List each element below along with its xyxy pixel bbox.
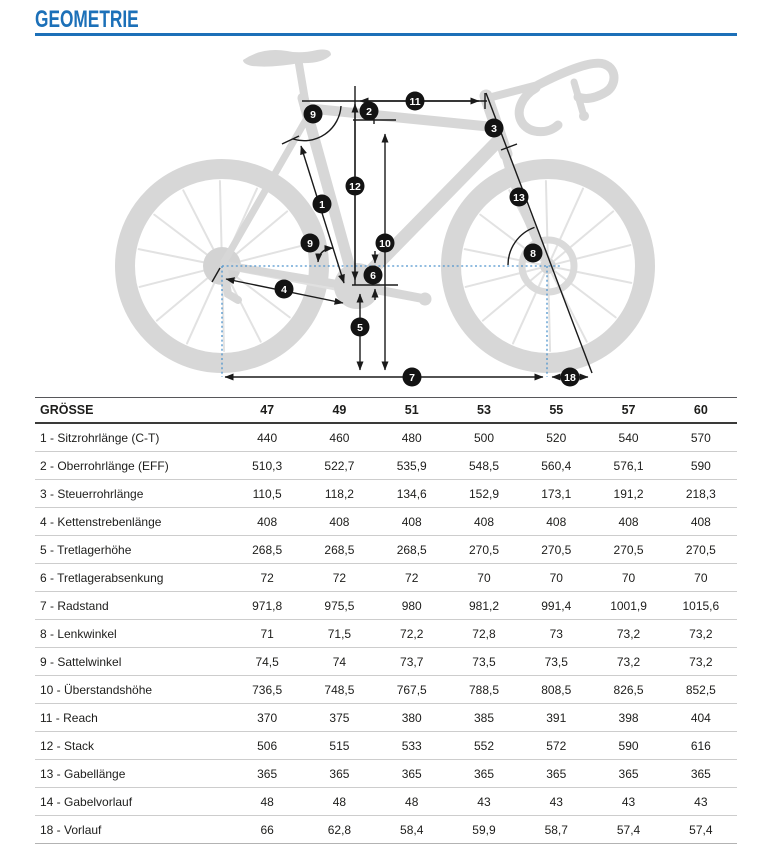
row-label: 14 - Gabelvorlauf xyxy=(35,788,231,816)
row-label: 10 - Überstandshöhe xyxy=(35,676,231,704)
value-cell: 380 xyxy=(376,704,448,732)
saddle xyxy=(243,50,331,67)
value-cell: 385 xyxy=(448,704,520,732)
badge-sitzrohrlaenge xyxy=(313,195,332,214)
badge-sattelwinkel-top xyxy=(304,105,323,124)
row-label: 4 - Kettenstrebenlänge xyxy=(35,508,231,536)
value-cell: 560,4 xyxy=(520,452,592,480)
value-cell: 218,3 xyxy=(665,480,737,508)
value-cell: 43 xyxy=(520,788,592,816)
badge-steuerrohrlaenge xyxy=(485,119,504,138)
value-cell: 548,5 xyxy=(448,452,520,480)
seatpost xyxy=(298,58,305,100)
value-cell: 391 xyxy=(520,704,592,732)
value-cell: 365 xyxy=(376,760,448,788)
value-cell: 70 xyxy=(448,564,520,592)
brake-lever xyxy=(574,82,583,113)
badge-sattelwinkel-bb xyxy=(301,234,320,253)
value-cell: 522,7 xyxy=(303,452,375,480)
bike-geometry-diagram xyxy=(0,40,772,395)
badge-label: 10 xyxy=(379,237,391,250)
value-cell: 540 xyxy=(592,423,664,452)
value-cell: 73,2 xyxy=(665,620,737,648)
row-label: 12 - Stack xyxy=(35,732,231,760)
badge-label: 3 xyxy=(491,122,497,135)
table-row xyxy=(35,620,737,648)
value-cell: 191,2 xyxy=(592,480,664,508)
pedal xyxy=(419,293,432,306)
badge-label: 4 xyxy=(281,283,287,296)
badge-ueberstandshoehe xyxy=(376,234,395,253)
value-cell: 408 xyxy=(592,508,664,536)
value-cell: 408 xyxy=(448,508,520,536)
row-label: 3 - Steuerrohrlänge xyxy=(35,480,231,508)
value-cell: 73,2 xyxy=(665,648,737,676)
value-cell: 70 xyxy=(592,564,664,592)
value-cell: 71 xyxy=(231,620,303,648)
value-cell: 73,5 xyxy=(448,648,520,676)
table-header-row xyxy=(35,398,737,424)
badge-label: 9 xyxy=(310,108,316,121)
value-cell: 62,8 xyxy=(303,816,375,844)
size-header-cell: 55 xyxy=(520,398,592,424)
value-cell: 72 xyxy=(231,564,303,592)
value-cell: 975,5 xyxy=(303,592,375,620)
value-cell: 268,5 xyxy=(303,536,375,564)
badge-label: 9 xyxy=(307,237,313,250)
badge-gabellaenge xyxy=(510,188,529,207)
value-cell: 370 xyxy=(231,704,303,732)
size-header-cell: 49 xyxy=(303,398,375,424)
badge-oberrohrlaenge xyxy=(360,102,379,121)
value-cell: 58,7 xyxy=(520,816,592,844)
value-cell: 72,2 xyxy=(376,620,448,648)
top-tube xyxy=(305,105,493,127)
row-label: 13 - Gabellänge xyxy=(35,760,231,788)
value-cell: 506 xyxy=(231,732,303,760)
value-cell: 73,7 xyxy=(376,648,448,676)
value-cell: 576,1 xyxy=(592,452,664,480)
value-cell: 375 xyxy=(303,704,375,732)
value-cell: 268,5 xyxy=(231,536,303,564)
size-header-cell: 47 xyxy=(231,398,303,424)
value-cell: 43 xyxy=(665,788,737,816)
value-cell: 852,5 xyxy=(665,676,737,704)
value-cell: 570 xyxy=(665,423,737,452)
value-cell: 404 xyxy=(665,704,737,732)
table-row xyxy=(35,788,737,816)
value-cell: 73 xyxy=(520,620,592,648)
row-label: 7 - Radstand xyxy=(35,592,231,620)
value-cell: 365 xyxy=(448,760,520,788)
row-label: 5 - Tretlagerhöhe xyxy=(35,536,231,564)
badge-tretlagerabsenkung xyxy=(364,266,383,285)
value-cell: 500 xyxy=(448,423,520,452)
value-cell: 73,5 xyxy=(520,648,592,676)
size-header-cell: 60 xyxy=(665,398,737,424)
badge-radstand xyxy=(403,368,422,387)
value-cell: 398 xyxy=(592,704,664,732)
value-cell: 808,5 xyxy=(520,676,592,704)
badge-stack xyxy=(346,177,365,196)
value-cell: 590 xyxy=(665,452,737,480)
value-cell: 1015,6 xyxy=(665,592,737,620)
size-header-cell: 51 xyxy=(376,398,448,424)
value-cell: 74,5 xyxy=(231,648,303,676)
value-cell: 270,5 xyxy=(592,536,664,564)
value-cell: 533 xyxy=(376,732,448,760)
value-cell: 1001,9 xyxy=(592,592,664,620)
badge-kettenstrebenlaenge xyxy=(275,280,294,299)
value-cell: 535,9 xyxy=(376,452,448,480)
value-cell: 173,1 xyxy=(520,480,592,508)
value-cell: 510,3 xyxy=(231,452,303,480)
table-row xyxy=(35,508,737,536)
value-cell: 408 xyxy=(376,508,448,536)
badge-label: 8 xyxy=(530,247,536,260)
geometry-table xyxy=(35,397,737,844)
row-label: 8 - Lenkwinkel xyxy=(35,620,231,648)
value-cell: 71,5 xyxy=(303,620,375,648)
value-cell: 57,4 xyxy=(665,816,737,844)
table-row xyxy=(35,676,737,704)
value-cell: 616 xyxy=(665,732,737,760)
row-label: 11 - Reach xyxy=(35,704,231,732)
badge-tretlagerhoehe xyxy=(351,318,370,337)
value-cell: 365 xyxy=(231,760,303,788)
value-cell: 270,5 xyxy=(520,536,592,564)
value-cell: 826,5 xyxy=(592,676,664,704)
value-cell: 572 xyxy=(520,732,592,760)
value-cell: 590 xyxy=(592,732,664,760)
value-cell: 365 xyxy=(592,760,664,788)
value-cell: 365 xyxy=(303,760,375,788)
row-label: 6 - Tretlagerabsenkung xyxy=(35,564,231,592)
badge-reach xyxy=(406,92,425,111)
badge-label: 11 xyxy=(409,95,421,108)
row-label: 2 - Oberrohrlänge (EFF) xyxy=(35,452,231,480)
value-cell: 43 xyxy=(592,788,664,816)
value-cell: 72,8 xyxy=(448,620,520,648)
value-cell: 70 xyxy=(520,564,592,592)
table-row xyxy=(35,452,737,480)
value-cell: 971,8 xyxy=(231,592,303,620)
size-col-header: GRÖSSE xyxy=(35,398,231,424)
value-cell: 552 xyxy=(448,732,520,760)
value-cell: 73,2 xyxy=(592,648,664,676)
value-cell: 72 xyxy=(303,564,375,592)
value-cell: 788,5 xyxy=(448,676,520,704)
table-row xyxy=(35,536,737,564)
badge-label: 7 xyxy=(409,371,415,384)
badge-label: 1 xyxy=(319,198,325,211)
value-cell: 59,9 xyxy=(448,816,520,844)
handlebar-drop xyxy=(519,88,558,132)
badge-label: 12 xyxy=(349,180,361,193)
value-cell: 270,5 xyxy=(448,536,520,564)
value-cell: 748,5 xyxy=(303,676,375,704)
badge-label: 13 xyxy=(513,191,525,204)
value-cell: 460 xyxy=(303,423,375,452)
value-cell: 74 xyxy=(303,648,375,676)
value-cell: 520 xyxy=(520,423,592,452)
badge-label: 6 xyxy=(370,269,376,282)
value-cell: 767,5 xyxy=(376,676,448,704)
badge-vorlauf xyxy=(561,368,580,387)
table-row xyxy=(35,423,737,452)
badge-label: 18 xyxy=(564,371,576,384)
table-row xyxy=(35,760,737,788)
table-row xyxy=(35,704,737,732)
value-cell: 980 xyxy=(376,592,448,620)
size-header-cell: 53 xyxy=(448,398,520,424)
value-cell: 70 xyxy=(665,564,737,592)
row-label: 18 - Vorlauf xyxy=(35,816,231,844)
value-cell: 408 xyxy=(303,508,375,536)
table-row xyxy=(35,480,737,508)
table-row xyxy=(35,648,737,676)
size-header-cell: 57 xyxy=(592,398,664,424)
value-cell: 48 xyxy=(303,788,375,816)
value-cell: 48 xyxy=(231,788,303,816)
value-cell: 480 xyxy=(376,423,448,452)
value-cell: 991,4 xyxy=(520,592,592,620)
value-cell: 365 xyxy=(665,760,737,788)
value-cell: 57,4 xyxy=(592,816,664,844)
value-cell: 736,5 xyxy=(231,676,303,704)
value-cell: 72 xyxy=(376,564,448,592)
value-cell: 134,6 xyxy=(376,480,448,508)
value-cell: 110,5 xyxy=(231,480,303,508)
value-cell: 118,2 xyxy=(303,480,375,508)
row-label: 9 - Sattelwinkel xyxy=(35,648,231,676)
value-cell: 43 xyxy=(448,788,520,816)
row-label: 1 - Sitzrohrlänge (C-T) xyxy=(35,423,231,452)
value-cell: 515 xyxy=(303,732,375,760)
table-row xyxy=(35,564,737,592)
title-underline-rule xyxy=(35,33,737,36)
value-cell: 152,9 xyxy=(448,480,520,508)
value-cell: 408 xyxy=(665,508,737,536)
badge-label: 2 xyxy=(366,105,372,118)
value-cell: 408 xyxy=(520,508,592,536)
table-row xyxy=(35,732,737,760)
badge-lenkwinkel xyxy=(524,244,543,263)
value-cell: 365 xyxy=(520,760,592,788)
value-cell: 73,2 xyxy=(592,620,664,648)
value-cell: 58,4 xyxy=(376,816,448,844)
value-cell: 268,5 xyxy=(376,536,448,564)
table-row xyxy=(35,592,737,620)
value-cell: 66 xyxy=(231,816,303,844)
value-cell: 270,5 xyxy=(665,536,737,564)
value-cell: 408 xyxy=(231,508,303,536)
value-cell: 48 xyxy=(376,788,448,816)
page-title: GEOMETRIE xyxy=(35,6,139,33)
badge-label: 5 xyxy=(357,321,363,334)
table-row xyxy=(35,816,737,844)
value-cell: 440 xyxy=(231,423,303,452)
value-cell: 981,2 xyxy=(448,592,520,620)
